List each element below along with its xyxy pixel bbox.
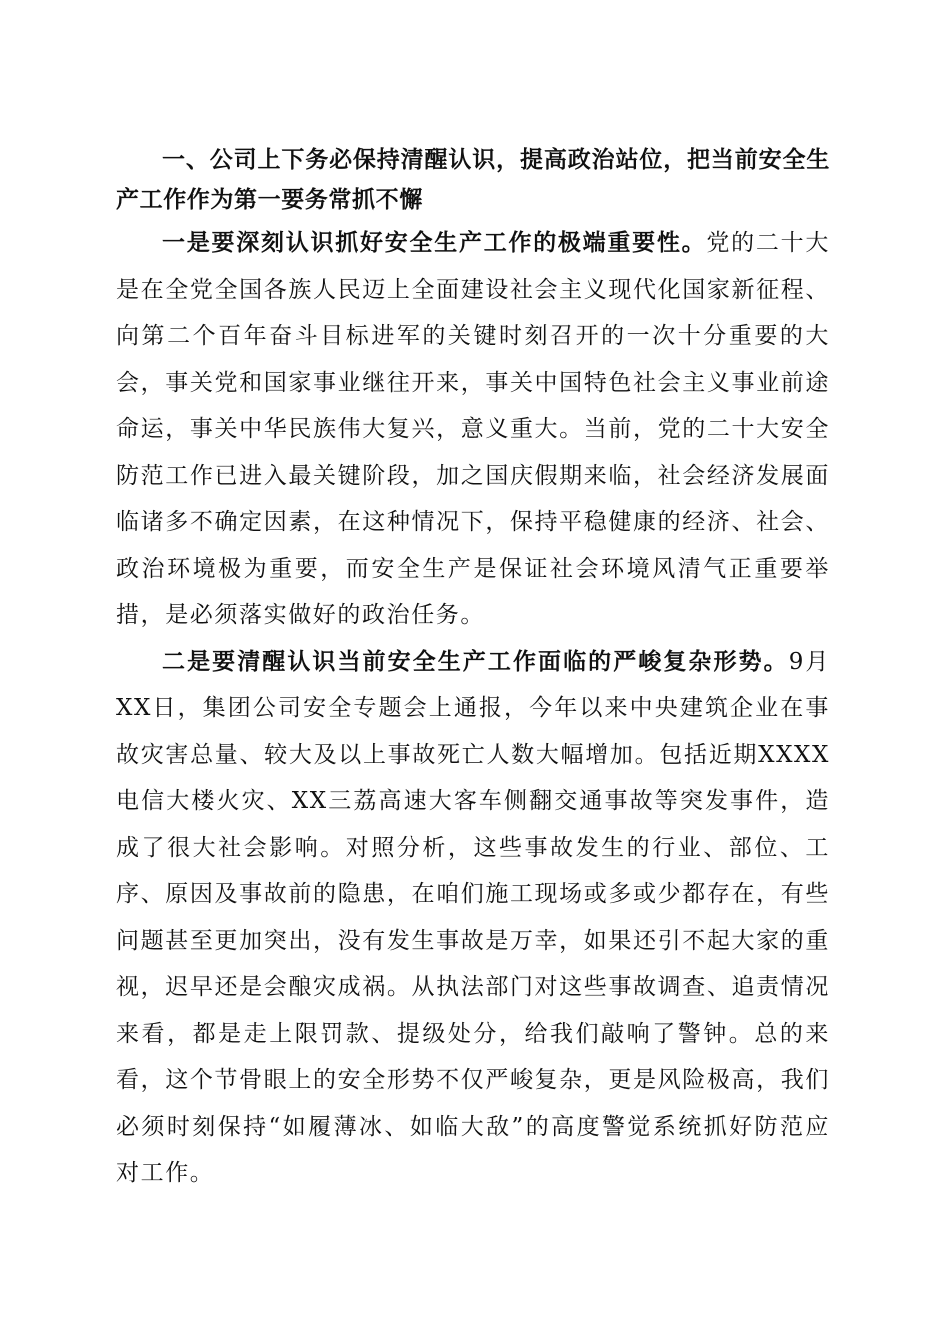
- paragraph-2-body: 9月XX日，集团公司安全专题会上通报，今年以来中央建筑企业在事故灾害总量、较大及以上事故死亡人数大幅增加。包括近期XXXX电信大楼火灾、XX三荔高速大客车侧翻交通事故等突发事件，造成了很大社会影响。对照分析，这些事故发生的行业、部位、工序、原因及事故前的隐患，在咱们施工现场或多或少都存在，有些问题甚至更加突出，没有发生事故是万幸，如果还引不起大家的重视，迟早还是会酿灾成祸。从执法部门对这些事故调查、追责情况来看，都是走上限罚款、提级处分，给我们敲响了警钟。总的来看，这个节骨眼上的安全形势不仅严峻复杂，更是风险极高，我们必须时刻保持“如履薄冰、如临大敌”的高度警觉系统抓好防范应对工作。: [116, 648, 831, 1186]
- section-heading: 一、公司上下务必保持清醒认识，提高政治站位，把当前安全生产工作作为第一要务常抓不懈: [116, 147, 830, 213]
- document-body: [116, 140, 830, 1197]
- paragraph-1: [116, 220, 830, 639]
- paragraph-2-lead: 二是要清醒认识当前安全生产工作面临的严峻复杂形势。: [162, 647, 789, 675]
- paragraph-1-lead: 一是要深刻认识抓好安全生产工作的极端重要性。: [162, 229, 707, 256]
- paragraph-2: [116, 639, 830, 1197]
- paragraph-1-body: 党的二十大是在全党全国各族人民迈上全面建设社会主义现代化国家新征程、向第二个百年奋斗目标进军的关键时刻召开的一次十分重要的大会，事关党和国家事业继往开来，事关中国特色社会主义事业前途命运，事关中华民族伟大复兴，意义重大。当前，党的二十大安全防范工作已进入最关键阶段，加之国庆假期来临，社会经济发展面临诸多不确定因素，在这种情况下，保持平稳健康的经济、社会、政治环境极为重要，而安全生产是保证社会环境风清气正重要举措，是必须落实做好的政治任务。: [116, 230, 831, 628]
